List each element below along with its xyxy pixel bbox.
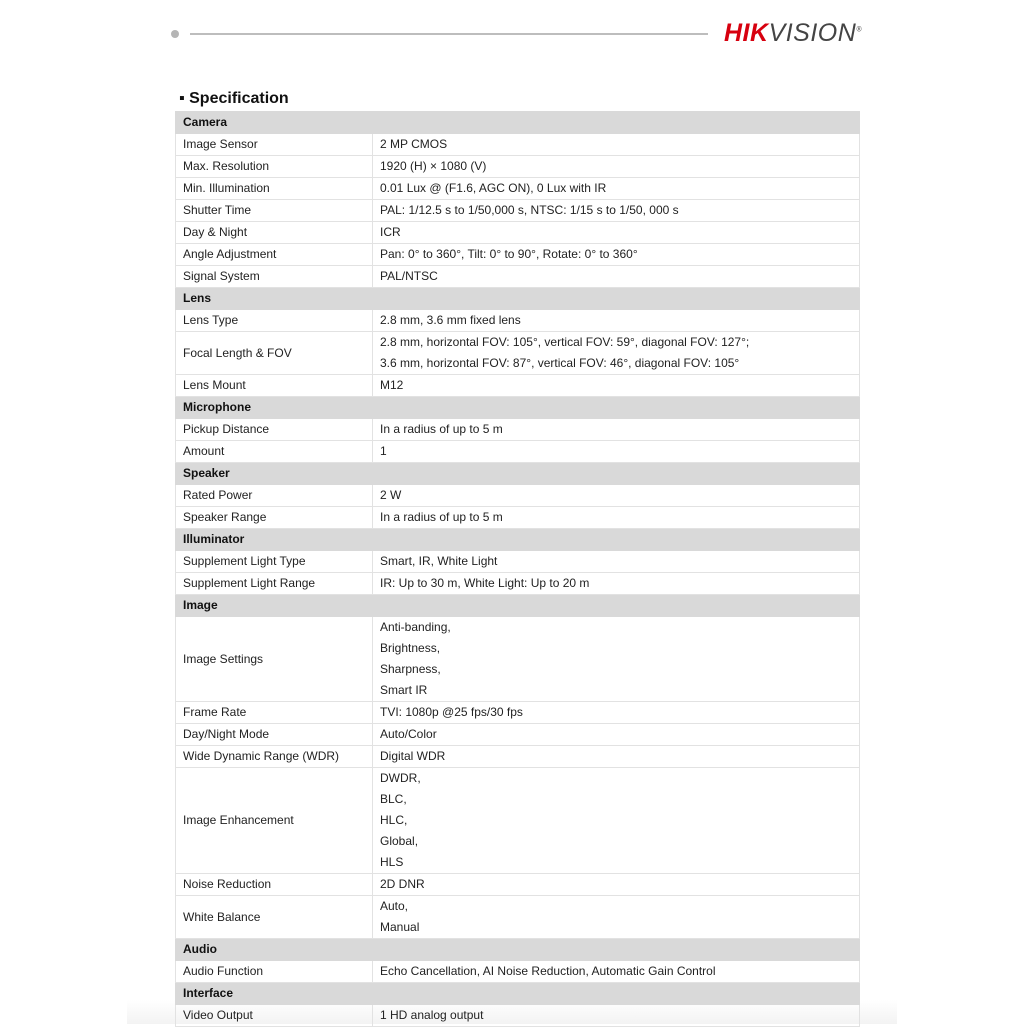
spec-value — [373, 178, 860, 200]
page-title — [179, 90, 289, 108]
spec-label: Frame Rate — [176, 702, 373, 724]
spec-label: Video Output — [176, 1005, 373, 1027]
spec-label: Lens Mount — [176, 375, 373, 397]
title-text: Specification — [189, 90, 289, 107]
spec-label: Wide Dynamic Range (WDR) — [176, 746, 373, 768]
spec-value-line: HLC, — [380, 813, 408, 827]
spec-value — [373, 961, 860, 983]
spec-value-line: BLC, — [380, 792, 407, 806]
spec-label: White Balance — [176, 896, 373, 939]
spec-value-line: 0.01 Lux @ (F1.6, AGC ON), 0 Lux with IR — [380, 181, 607, 195]
spec-label: Image Sensor — [176, 134, 373, 156]
spec-value-line: 1 HD analog output — [380, 1008, 484, 1022]
spec-value — [373, 375, 860, 397]
section-title: Audio — [176, 939, 860, 961]
spec-value-line: 1 — [380, 444, 387, 458]
spec-row — [176, 222, 860, 244]
spec-row — [176, 1005, 860, 1027]
spec-value — [373, 332, 860, 375]
spec-value — [373, 1005, 860, 1027]
spec-value-line: Smart, IR, White Light — [380, 554, 498, 568]
header-rule — [190, 33, 708, 35]
spec-label: Audio Function — [176, 961, 373, 983]
spec-value-line: Echo Cancellation, AI Noise Reduction, Automatic Gain Control — [380, 964, 716, 978]
section-header — [176, 939, 860, 961]
spec-value — [373, 244, 860, 266]
spec-value-line: 2.8 mm, 3.6 mm fixed lens — [380, 313, 521, 327]
spec-row — [176, 310, 860, 332]
spec-row — [176, 874, 860, 896]
section-title: Interface — [176, 983, 860, 1005]
section-title: Lens — [176, 288, 860, 310]
spec-row — [176, 507, 860, 529]
spec-row — [176, 200, 860, 222]
logo-part-grey: VISION — [768, 19, 857, 47]
section-title: Image — [176, 595, 860, 617]
spec-value-line: 3.6 mm, horizontal FOV: 87°, vertical FOV: 46°, diagonal FOV: 105° — [380, 356, 740, 370]
spec-label: Image Enhancement — [176, 768, 373, 874]
spec-value-line: Global, — [380, 834, 419, 848]
spec-value-line: M12 — [380, 378, 404, 392]
spec-value-line: DWDR, — [380, 771, 421, 785]
spec-value-line: HLS — [380, 855, 404, 869]
spec-row — [176, 961, 860, 983]
spec-label: Image Settings — [176, 617, 373, 702]
section-header — [176, 397, 860, 419]
spec-row — [176, 702, 860, 724]
spec-label: Speaker Range — [176, 507, 373, 529]
spec-value-line: PAL/NTSC — [380, 269, 438, 283]
spec-value — [373, 485, 860, 507]
spec-label: Day/Night Mode — [176, 724, 373, 746]
spec-row — [176, 724, 860, 746]
spec-value-line: Brightness, — [380, 641, 441, 655]
spec-row — [176, 332, 860, 375]
spec-value-line: TVI: 1080p @25 fps/30 fps — [380, 705, 523, 719]
spec-value — [373, 441, 860, 463]
spec-value — [373, 746, 860, 768]
spec-row — [176, 617, 860, 702]
spec-value — [373, 222, 860, 244]
section-header — [176, 288, 860, 310]
section-title: Speaker — [176, 463, 860, 485]
spec-row — [176, 156, 860, 178]
logo-registered-mark: ® — [856, 26, 862, 34]
spec-value-line: Manual — [380, 920, 420, 934]
spec-row — [176, 134, 860, 156]
spec-row — [176, 441, 860, 463]
spec-label: Supplement Light Range — [176, 573, 373, 595]
section-header — [176, 463, 860, 485]
spec-value — [373, 507, 860, 529]
spec-value — [373, 310, 860, 332]
spec-value — [373, 266, 860, 288]
spec-value-line: 2.8 mm, horizontal FOV: 105°, vertical FOV: 59°, diagonal FOV: 127°; — [380, 335, 750, 349]
spec-value-line: ICR — [380, 225, 401, 239]
spec-row — [176, 896, 860, 939]
spec-label: Pickup Distance — [176, 419, 373, 441]
hikvision-logo — [724, 19, 862, 48]
spec-label: Rated Power — [176, 485, 373, 507]
header-dot — [171, 30, 179, 38]
spec-value-line: Auto, — [380, 899, 409, 913]
spec-label: Focal Length & FOV — [176, 332, 373, 375]
spec-row — [176, 551, 860, 573]
spec-value-line: Anti-banding, — [380, 620, 451, 634]
spec-label: Min. Illumination — [176, 178, 373, 200]
spec-row — [176, 178, 860, 200]
spec-label: Day & Night — [176, 222, 373, 244]
section-header — [176, 529, 860, 551]
spec-value — [373, 702, 860, 724]
logo-part-red: HIK — [724, 19, 769, 47]
spec-value — [373, 419, 860, 441]
spec-row — [176, 266, 860, 288]
spec-value-line: Digital WDR — [380, 749, 446, 763]
spec-value-line: Smart IR — [380, 683, 428, 697]
spec-value — [373, 156, 860, 178]
spec-table — [175, 111, 860, 1027]
spec-value-line: Pan: 0° to 360°, Tilt: 0° to 90°, Rotate: 0° to 360° — [380, 247, 638, 261]
spec-row — [176, 746, 860, 768]
spec-label: Angle Adjustment — [176, 244, 373, 266]
spec-value — [373, 896, 860, 939]
bullet-icon: ▪ — [179, 90, 185, 107]
spec-label: Lens Type — [176, 310, 373, 332]
spec-label: Max. Resolution — [176, 156, 373, 178]
spec-label: Noise Reduction — [176, 874, 373, 896]
spec-value-line: In a radius of up to 5 m — [380, 422, 503, 436]
spec-row — [176, 375, 860, 397]
spec-row — [176, 768, 860, 874]
spec-value-line: IR: Up to 30 m, White Light: Up to 20 m — [380, 576, 590, 590]
section-header — [176, 112, 860, 134]
spec-value-line: In a radius of up to 5 m — [380, 510, 503, 524]
spec-value-line: 2 W — [380, 488, 402, 502]
spec-value-line: 1920 (H) × 1080 (V) — [380, 159, 487, 173]
spec-label: Supplement Light Type — [176, 551, 373, 573]
spec-row — [176, 573, 860, 595]
spec-value-line: 2D DNR — [380, 877, 425, 891]
section-title: Microphone — [176, 397, 860, 419]
section-title: Camera — [176, 112, 860, 134]
spec-value — [373, 724, 860, 746]
spec-value-line: Sharpness, — [380, 662, 441, 676]
section-header — [176, 595, 860, 617]
spec-row — [176, 485, 860, 507]
spec-row — [176, 244, 860, 266]
spec-label: Amount — [176, 441, 373, 463]
spec-value-line: Auto/Color — [380, 727, 437, 741]
spec-label: Signal System — [176, 266, 373, 288]
spec-value — [373, 573, 860, 595]
spec-value-line: PAL: 1/12.5 s to 1/50,000 s, NTSC: 1/15 s to 1/50, 000 s — [380, 203, 679, 217]
spec-value — [373, 874, 860, 896]
spec-label: Shutter Time — [176, 200, 373, 222]
spec-value-line: 2 MP CMOS — [380, 137, 448, 151]
spec-value — [373, 200, 860, 222]
spec-value — [373, 134, 860, 156]
spec-row — [176, 419, 860, 441]
spec-value — [373, 768, 860, 874]
spec-value — [373, 617, 860, 702]
section-title: Illuminator — [176, 529, 860, 551]
section-header — [176, 983, 860, 1005]
spec-value — [373, 551, 860, 573]
